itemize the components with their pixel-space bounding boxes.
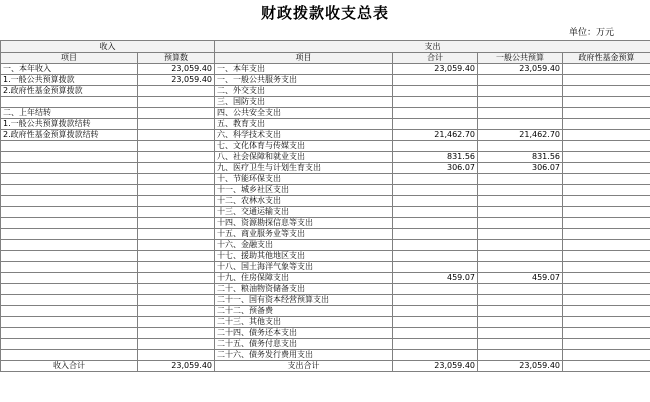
expense-fund-cell	[563, 284, 650, 295]
expense-total-cell	[393, 328, 478, 339]
expense-fund-cell	[563, 317, 650, 328]
expense-total-cell	[393, 185, 478, 196]
expense-item-cell: 八、社会保障和就业支出	[215, 152, 393, 163]
table-row	[1, 229, 650, 240]
income-budget-cell	[138, 273, 215, 284]
expense-item-cell: 二十三、其他支出	[215, 317, 393, 328]
expense-fund-total	[563, 361, 650, 372]
income-budget-cell	[138, 141, 215, 152]
expense-fund-cell	[563, 97, 650, 108]
expense-item-cell: 二十五、债务付息支出	[215, 339, 393, 350]
expense-item-cell: 一、本年支出	[215, 64, 393, 75]
expense-item-cell: 四、公共安全支出	[215, 108, 393, 119]
table-row	[1, 251, 650, 262]
expense-fund-cell	[563, 262, 650, 273]
expense-item-cell: 十四、资源勘探信息等支出	[215, 218, 393, 229]
expense-item-cell: 二十六、债务发行费用支出	[215, 350, 393, 361]
table-row	[1, 350, 650, 361]
report-title: 财政拨款收支总表	[260, 4, 389, 22]
expense-fund-cell	[563, 75, 650, 86]
expense-fund-cell	[563, 207, 650, 218]
expense-general-cell	[478, 174, 563, 185]
expense-total-cell	[393, 317, 478, 328]
table-row	[1, 273, 650, 284]
expense-total-cell	[393, 284, 478, 295]
expense-general-cell	[478, 350, 563, 361]
expense-general-cell	[478, 251, 563, 262]
expense-fund-cell	[563, 273, 650, 284]
expense-item-cell: 七、文化体育与传媒支出	[215, 141, 393, 152]
income-item-cell	[1, 317, 138, 328]
income-budget-cell	[138, 284, 215, 295]
expense-fund-cell	[563, 108, 650, 119]
expense-general-cell	[478, 75, 563, 86]
expense-fund-cell	[563, 196, 650, 207]
expense-item-cell: 十二、农林水支出	[215, 196, 393, 207]
income-budget-cell	[138, 251, 215, 262]
income-budget-cell	[138, 328, 215, 339]
income-item-cell	[1, 240, 138, 251]
income-budget-cell	[138, 339, 215, 350]
totals-row	[1, 361, 650, 372]
expense-total-cell	[393, 97, 478, 108]
income-item-cell: 1.一般公共预算拨款	[1, 75, 138, 86]
income-item-cell	[1, 185, 138, 196]
income-item-cell: 二、上年结转	[1, 108, 138, 119]
expense-total-cell	[393, 339, 478, 350]
expense-total-cell	[393, 86, 478, 97]
expense-fund-cell	[563, 218, 650, 229]
expense-general-cell	[478, 240, 563, 251]
expense-general-cell: 21,462.70	[478, 130, 563, 141]
expense-fund-cell	[563, 64, 650, 75]
table-row	[1, 108, 650, 119]
expense-item-cell: 十三、交通运输支出	[215, 207, 393, 218]
income-budget-cell	[138, 262, 215, 273]
table-row	[1, 196, 650, 207]
income-budget-cell	[138, 196, 215, 207]
expense-total-cell	[393, 262, 478, 273]
expense-total-cell	[393, 306, 478, 317]
expense-fund-cell	[563, 163, 650, 174]
expense-general-cell	[478, 207, 563, 218]
expense-general-cell	[478, 119, 563, 130]
col-header-budget: 预算数	[138, 53, 215, 64]
income-total-value: 23,059.40	[138, 361, 215, 372]
table-row	[1, 141, 650, 152]
expense-item-cell: 十六、金融支出	[215, 240, 393, 251]
expense-fund-cell	[563, 350, 650, 361]
col-header-total: 合计	[393, 53, 478, 64]
expense-fund-cell	[563, 251, 650, 262]
expense-total-value: 23,059.40	[393, 361, 478, 372]
expense-fund-cell	[563, 306, 650, 317]
expense-item-cell: 十七、援助其他地区支出	[215, 251, 393, 262]
income-budget-cell	[138, 130, 215, 141]
income-item-cell	[1, 152, 138, 163]
expense-total-cell	[393, 240, 478, 251]
expense-total-label: 支出合计	[215, 361, 393, 372]
income-budget-cell	[138, 86, 215, 97]
income-budget-cell	[138, 350, 215, 361]
expense-general-cell	[478, 196, 563, 207]
income-budget-cell: 23,059.40	[138, 75, 215, 86]
col-header-fund-budget: 政府性基金预算	[563, 53, 650, 64]
income-item-cell	[1, 141, 138, 152]
income-budget-cell	[138, 185, 215, 196]
income-budget-cell	[138, 317, 215, 328]
income-budget-cell	[138, 207, 215, 218]
expense-general-cell	[478, 339, 563, 350]
expense-total-cell: 23,059.40	[393, 64, 478, 75]
budget-table	[0, 40, 650, 372]
expense-general-cell: 306.07	[478, 163, 563, 174]
expense-fund-cell	[563, 141, 650, 152]
table-row	[1, 75, 650, 86]
expense-fund-cell	[563, 152, 650, 163]
expense-item-cell: 二十二、预备费	[215, 306, 393, 317]
income-budget-cell	[138, 174, 215, 185]
income-budget-cell	[138, 306, 215, 317]
income-budget-cell: 23,059.40	[138, 64, 215, 75]
expense-fund-cell	[563, 174, 650, 185]
expense-group-header: 支出	[215, 41, 650, 53]
expense-general-cell	[478, 141, 563, 152]
expense-general-cell	[478, 218, 563, 229]
group-header-row	[1, 41, 650, 53]
table-row	[1, 185, 650, 196]
income-item-cell	[1, 284, 138, 295]
table-row	[1, 262, 650, 273]
income-item-cell	[1, 163, 138, 174]
table-row	[1, 130, 650, 141]
expense-fund-cell	[563, 339, 650, 350]
expense-general-cell	[478, 108, 563, 119]
table-row	[1, 163, 650, 174]
expense-total-cell	[393, 119, 478, 130]
table-row	[1, 86, 650, 97]
income-item-cell	[1, 328, 138, 339]
col-header-general-budget: 一般公共预算	[478, 53, 563, 64]
expense-item-cell: 二十、粮油物资储备支出	[215, 284, 393, 295]
expense-total-cell	[393, 350, 478, 361]
income-item-cell	[1, 196, 138, 207]
expense-item-cell: 二、外交支出	[215, 86, 393, 97]
expense-fund-cell	[563, 119, 650, 130]
expense-total-cell	[393, 207, 478, 218]
expense-general-cell	[478, 306, 563, 317]
table-row	[1, 174, 650, 185]
table-row	[1, 339, 650, 350]
expense-general-cell: 459.07	[478, 273, 563, 284]
expense-general-cell	[478, 86, 563, 97]
income-budget-cell	[138, 119, 215, 130]
expense-total-cell	[393, 229, 478, 240]
income-item-cell: 一、本年收入	[1, 64, 138, 75]
table-body	[1, 64, 650, 361]
expense-item-cell: 十九、住房保障支出	[215, 273, 393, 284]
expense-total-cell	[393, 295, 478, 306]
expense-total-cell	[393, 218, 478, 229]
column-header-row	[1, 53, 650, 64]
expense-total-cell	[393, 196, 478, 207]
expense-fund-cell	[563, 185, 650, 196]
income-budget-cell	[138, 97, 215, 108]
expense-item-cell: 二十一、国有资本经营预算支出	[215, 295, 393, 306]
expense-fund-cell	[563, 295, 650, 306]
expense-item-cell: 五、教育支出	[215, 119, 393, 130]
income-item-cell	[1, 97, 138, 108]
expense-item-cell: 十一、城乡社区支出	[215, 185, 393, 196]
expense-item-cell: 九、医疗卫生与计划生育支出	[215, 163, 393, 174]
table-row	[1, 317, 650, 328]
income-item-cell	[1, 339, 138, 350]
expense-general-cell	[478, 185, 563, 196]
expense-total-cell: 306.07	[393, 163, 478, 174]
expense-general-cell	[478, 229, 563, 240]
income-item-cell: 2.政府性基金预算拨款结转	[1, 130, 138, 141]
expense-total-cell: 831.56	[393, 152, 478, 163]
expense-fund-cell	[563, 328, 650, 339]
income-budget-cell	[138, 218, 215, 229]
expense-fund-cell	[563, 130, 650, 141]
expense-general-cell	[478, 284, 563, 295]
expense-total-cell: 459.07	[393, 273, 478, 284]
table-row	[1, 218, 650, 229]
expense-item-cell: 二十四、债务还本支出	[215, 328, 393, 339]
income-budget-cell	[138, 163, 215, 174]
income-item-cell	[1, 218, 138, 229]
table-row	[1, 97, 650, 108]
table-row	[1, 64, 650, 75]
table-row	[1, 240, 650, 251]
expense-general-cell: 23,059.40	[478, 64, 563, 75]
table-row	[1, 295, 650, 306]
expense-general-cell: 831.56	[478, 152, 563, 163]
income-budget-cell	[138, 152, 215, 163]
expense-total-cell: 21,462.70	[393, 130, 478, 141]
expense-general-total: 23,059.40	[478, 361, 563, 372]
expense-general-cell	[478, 262, 563, 273]
expense-item-cell: 十八、国土海洋气象等支出	[215, 262, 393, 273]
expense-item-cell: 十、节能环保支出	[215, 174, 393, 185]
col-header-expense-item: 项目	[215, 53, 393, 64]
expense-total-cell	[393, 174, 478, 185]
expense-fund-cell	[563, 229, 650, 240]
income-item-cell	[1, 229, 138, 240]
income-item-cell: 2.政府性基金预算拨款	[1, 86, 138, 97]
income-total-label: 收入合计	[1, 361, 138, 372]
unit-label: 单位：万元	[568, 28, 614, 38]
income-budget-cell	[138, 240, 215, 251]
expense-total-cell	[393, 251, 478, 262]
income-budget-cell	[138, 108, 215, 119]
expense-general-cell	[478, 317, 563, 328]
expense-total-cell	[393, 75, 478, 86]
expense-item-cell: 六、科学技术支出	[215, 130, 393, 141]
table-row	[1, 152, 650, 163]
income-item-cell	[1, 306, 138, 317]
income-item-cell	[1, 251, 138, 262]
expense-general-cell	[478, 295, 563, 306]
expense-total-cell	[393, 108, 478, 119]
table-row	[1, 284, 650, 295]
income-item-cell	[1, 295, 138, 306]
expense-general-cell	[478, 97, 563, 108]
table-row	[1, 306, 650, 317]
income-item-cell	[1, 262, 138, 273]
expense-item-cell: 三、国防支出	[215, 97, 393, 108]
income-item-cell	[1, 350, 138, 361]
table-row	[1, 207, 650, 218]
income-group-header: 收入	[1, 41, 215, 53]
table-row	[1, 119, 650, 130]
expense-general-cell	[478, 328, 563, 339]
income-budget-cell	[138, 229, 215, 240]
income-budget-cell	[138, 295, 215, 306]
expense-fund-cell	[563, 240, 650, 251]
table-row	[1, 328, 650, 339]
income-item-cell	[1, 207, 138, 218]
expense-item-cell: 十五、商业服务业等支出	[215, 229, 393, 240]
col-header-income-item: 项目	[1, 53, 138, 64]
expense-item-cell: 一、一般公共服务支出	[215, 75, 393, 86]
income-item-cell	[1, 174, 138, 185]
income-item-cell: 1.一般公共预算拨款结转	[1, 119, 138, 130]
income-item-cell	[1, 273, 138, 284]
expense-fund-cell	[563, 86, 650, 97]
expense-total-cell	[393, 141, 478, 152]
